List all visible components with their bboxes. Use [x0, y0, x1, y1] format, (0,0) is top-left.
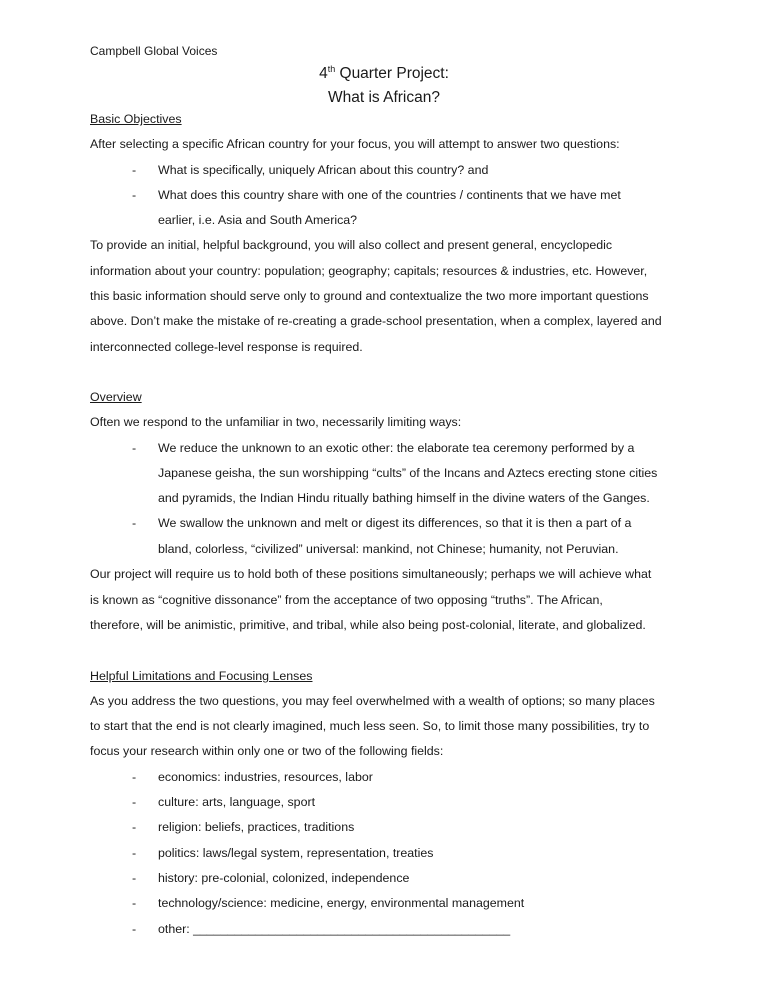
title-line1: Quarter Project: — [335, 65, 449, 82]
title-number: 4 — [319, 65, 328, 82]
paragraph-line: therefore, will be animistic, primitive, and tribal, while also being post-colonial, literate, and globalized. — [90, 618, 646, 632]
bullet-text-cont: and pyramids, the Indian Hindu ritually bathing himself in the divine waters of the Ganges. — [158, 491, 650, 505]
bullet-dash: - — [132, 795, 137, 809]
bullet-text: What does this country share with one of the countries / continents that we have met — [158, 188, 621, 202]
field-item: politics: laws/legal system, representation, treaties — [158, 846, 434, 860]
section-heading-limitations: Helpful Limitations and Focusing Lenses — [90, 669, 313, 683]
field-item: economics: industries, resources, labor — [158, 770, 373, 784]
field-item: religion: beliefs, practices, traditions — [158, 820, 355, 834]
paragraph-line: above. Don’t make the mistake of re-creating a grade-school presentation, when a complex, layered and — [90, 314, 662, 328]
course-header: Campbell Global Voices — [90, 44, 218, 58]
bullet-dash: - — [132, 441, 137, 455]
page-subtitle: What is African? — [328, 89, 440, 106]
bullet-dash: - — [132, 871, 137, 885]
bullet-text: We reduce the unknown to an exotic other: the elaborate tea ceremony performed by a — [158, 441, 635, 455]
bullet-text: We swallow the unknown and melt or digest its differences, so that it is then a part of a — [158, 516, 632, 530]
paragraph-line: focus your research within only one or two of the following fields: — [90, 744, 444, 758]
paragraph-line: To provide an initial, helpful background, you will also collect and present general, encyclopedic — [90, 238, 613, 252]
field-item: culture: arts, language, sport — [158, 795, 316, 809]
paragraph-line: As you address the two questions, you may feel overwhelmed with a wealth of options; so many places — [90, 694, 655, 708]
basic-objectives-intro: After selecting a specific African country for your focus, you will attempt to answer two questions: — [90, 137, 620, 151]
paragraph-line: information about your country: population; geography; capitals; resources & industries, etc. However, — [90, 264, 648, 278]
field-item: history: pre-colonial, colonized, independence — [158, 871, 410, 885]
bullet-text-cont: earlier, i.e. Asia and South America? — [158, 213, 358, 227]
paragraph-line: interconnected college-level response is required. — [90, 340, 363, 354]
bullet-dash: - — [132, 896, 137, 910]
paragraph-line: Our project will require us to hold both of these positions simultaneously; perhaps we will achieve what — [90, 567, 652, 581]
title-superscript: th — [327, 64, 336, 74]
bullet-dash: - — [132, 163, 137, 177]
bullet-text-cont: Japanese geisha, the sun worshipping “cults” of the Incans and Aztecs erecting stone cities — [158, 466, 658, 480]
bullet-text: What is specifically, uniquely African about this country? and — [158, 163, 489, 177]
bullet-text-cont: bland, colorless, “civilized” universal: mankind, not Chinese; humanity, not Peruvian. — [158, 542, 619, 556]
paragraph-line: to start that the end is not clearly imagined, much less seen. So, to limit those many possibilities, try to — [90, 719, 650, 733]
bullet-dash: - — [132, 516, 137, 530]
paragraph-line: this basic information should serve only to ground and contextualize the two more important questions — [90, 289, 649, 303]
bullet-dash: - — [132, 188, 137, 202]
section-heading-overview: Overview — [90, 390, 142, 404]
section-heading-basic-objectives: Basic Objectives — [90, 112, 182, 126]
page-title — [0, 64, 768, 83]
overview-intro: Often we respond to the unfamiliar in two, necessarily limiting ways: — [90, 415, 462, 429]
field-item: technology/science: medicine, energy, environmental management — [158, 896, 525, 910]
paragraph-line: is known as “cognitive dissonance” from the acceptance of two opposing “truths”. The African, — [90, 593, 603, 607]
bullet-dash: - — [132, 820, 137, 834]
bullet-dash: - — [132, 846, 137, 860]
bullet-dash: - — [132, 922, 137, 936]
field-item-other-blank: other: ______________________________________________ — [158, 922, 511, 936]
bullet-dash: - — [132, 770, 137, 784]
